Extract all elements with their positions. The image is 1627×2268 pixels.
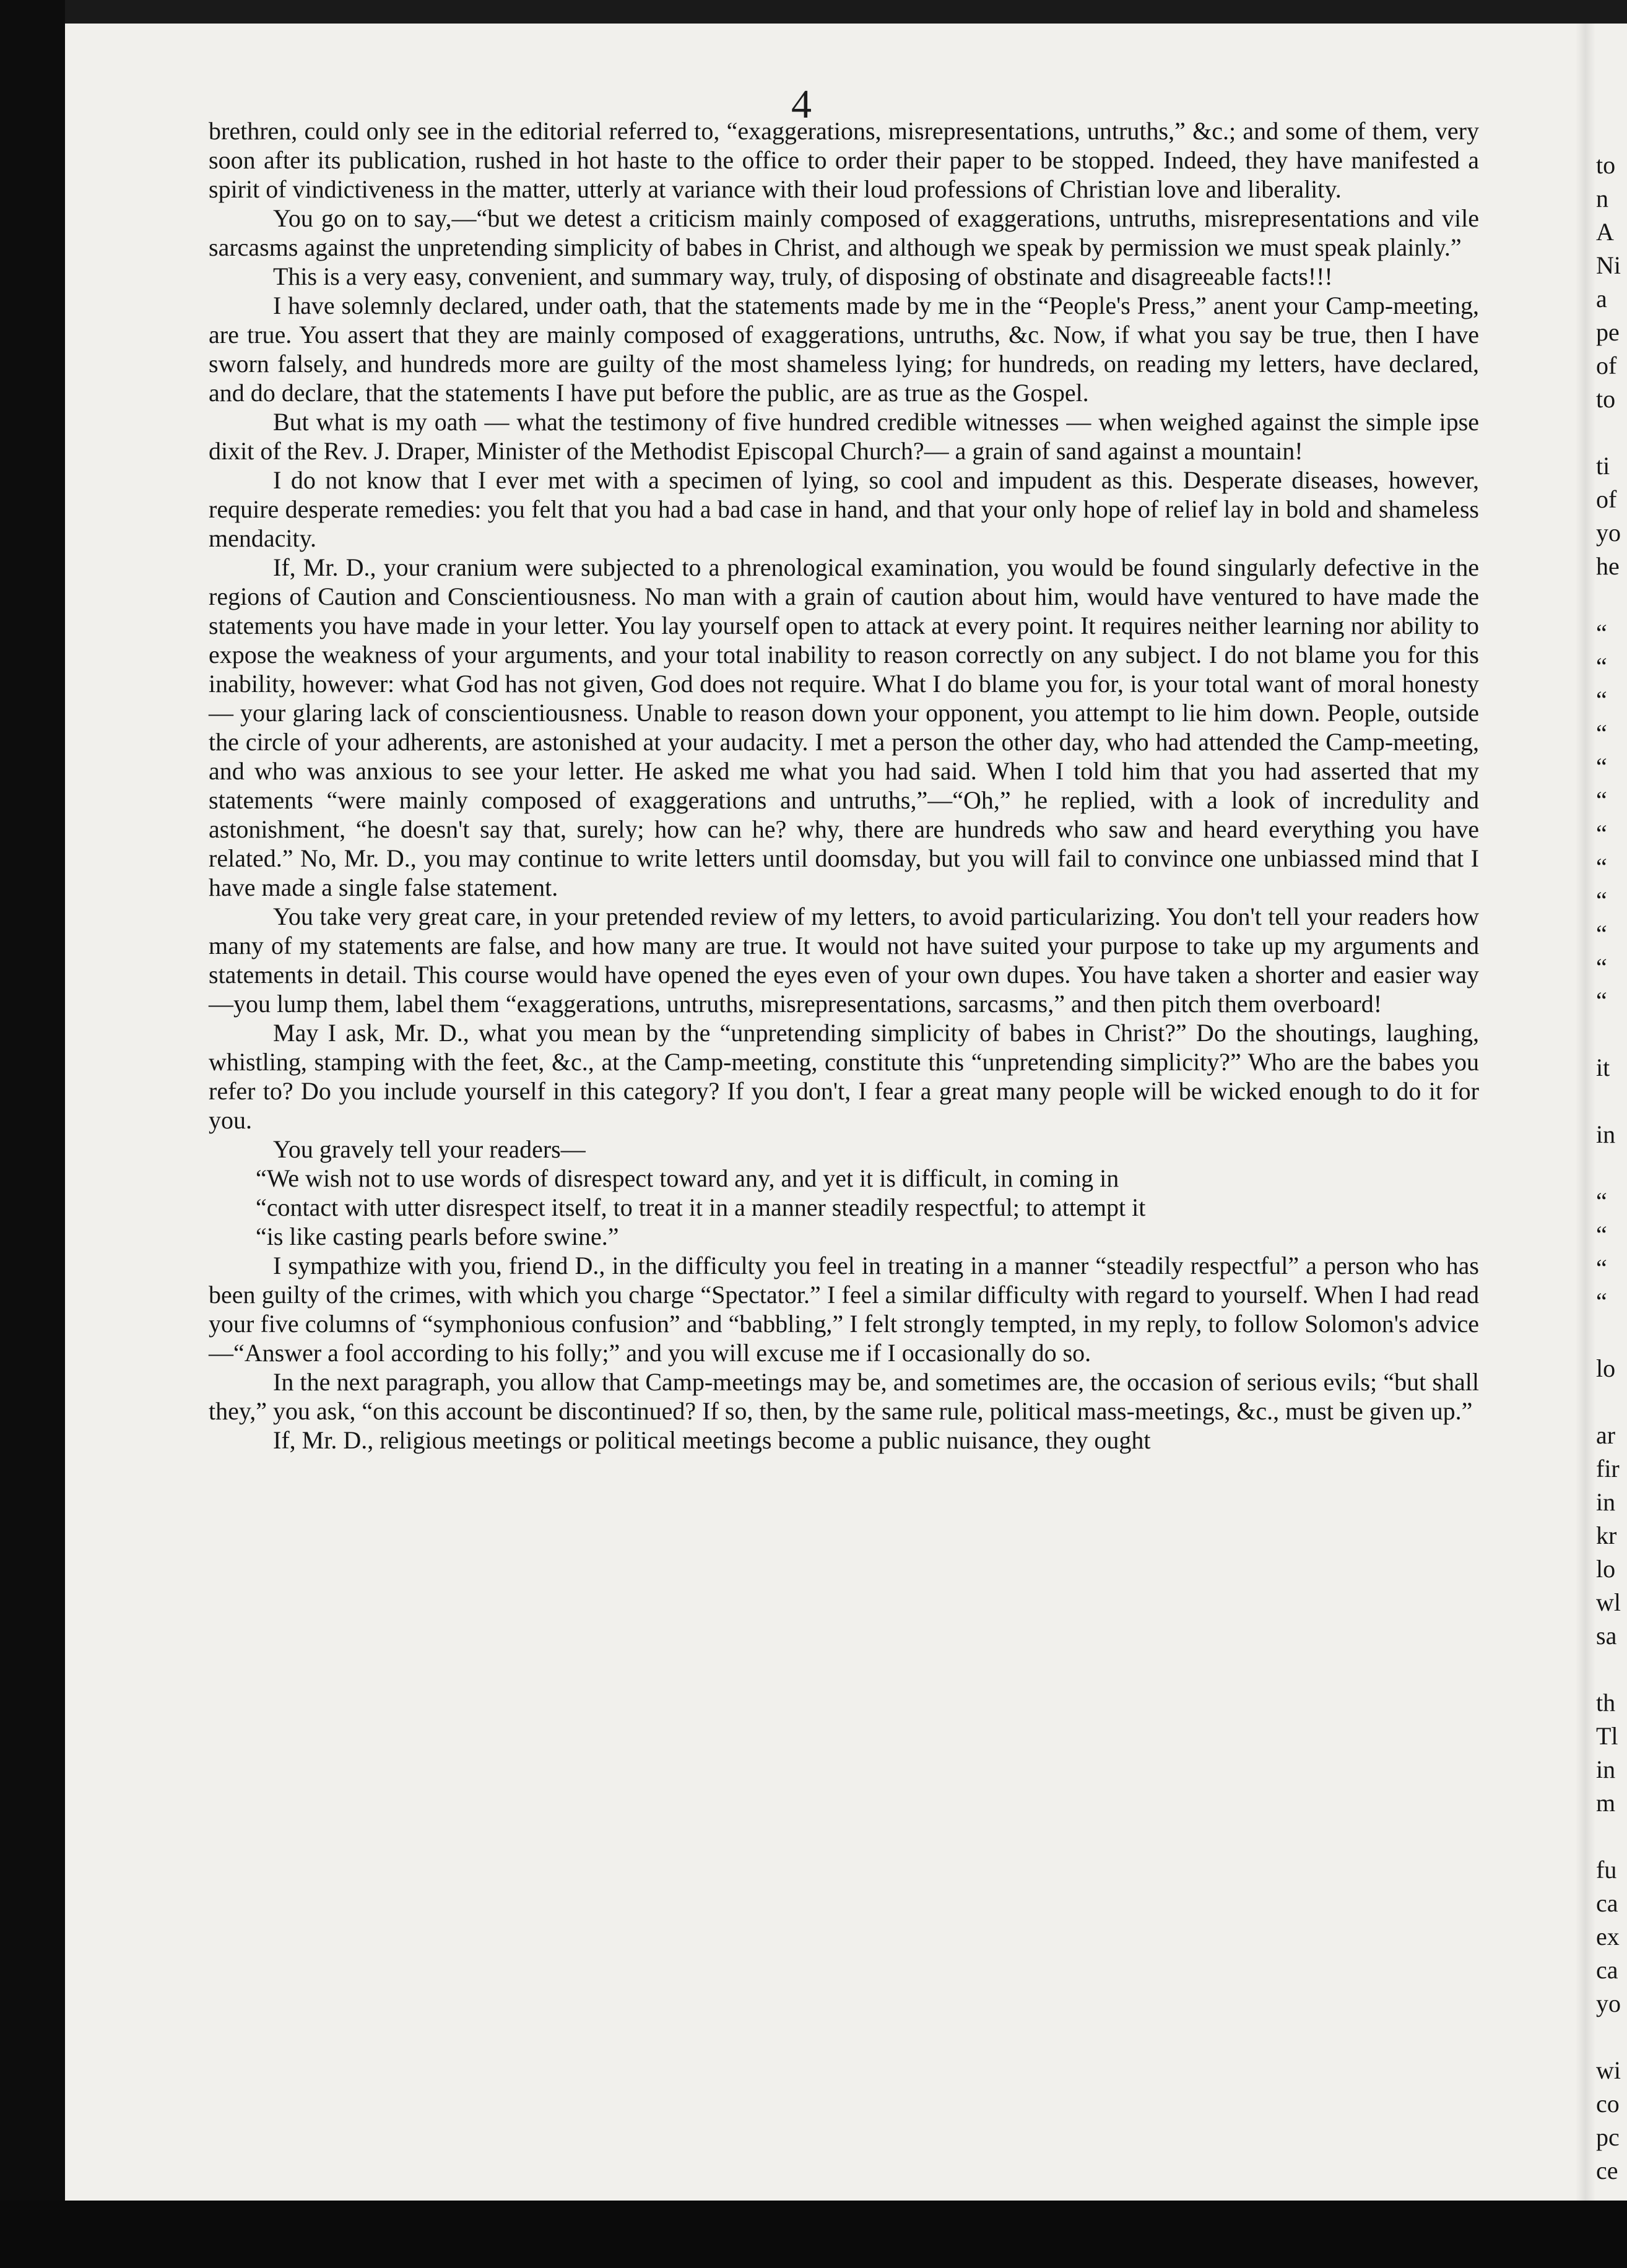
column-fragment: th — [1596, 1689, 1616, 1716]
scan-left-border — [0, 0, 65, 2268]
column-fragment: wi — [1596, 2056, 1621, 2084]
paragraph-13: If, Mr. D., religious meetings or political meetings become a public nuisance, they ought — [273, 1426, 1151, 1454]
column-fragment — [1596, 416, 1627, 449]
page-number: 4 — [791, 82, 812, 127]
newspaper-page — [65, 24, 1627, 2201]
column-fragment: yo — [1596, 519, 1621, 547]
column-fragment: ar — [1596, 1421, 1616, 1449]
paragraph-8: You take very great care, in your pretended review of my letters, to avoid particularizing. You don't tell your readers how many of my statements are false, and how many are true. It would not have suited your purpose to take up my arguments and statements in detail. This course would have opened the eyes even of your own dupes. You have taken a shorter and easier way—you lump them, label them “exaggerations, untruths, misrepresentations, sarcasms,” and then pitch them overboard! — [209, 902, 1479, 1018]
column-fragment: “ — [1596, 886, 1607, 914]
column-fragment: of — [1596, 352, 1617, 379]
paragraph-2: You go on to say,—“but we detest a criticism mainly composed of exaggerations, untruths, misrepresentations and vile sarcasms against the unpretending simplicity of babes in Christ, and although we speak by permission we must speak plainly.” — [209, 204, 1479, 261]
column-fragment: it — [1596, 1054, 1610, 1081]
quote-line: “is like casting pearls before swine.” — [256, 1223, 619, 1250]
column-fragment: ca — [1596, 1889, 1618, 1917]
adjacent-column-fragments — [1596, 149, 1627, 2188]
column-fragment: “ — [1596, 652, 1607, 680]
column-fragment — [1596, 1151, 1627, 1185]
column-fragment: kr — [1596, 1521, 1617, 1549]
paragraph-12: In the next paragraph, you allow that Camp-meetings may be, and sometimes are, the occasion of serious evils; “but shall they,” you ask, “on this account be discontinued? If so, then, by the same rule, political mass-meetings, &c., must be given up.” — [209, 1368, 1479, 1425]
column-fragment: “ — [1596, 1187, 1607, 1215]
column-fragment: pe — [1596, 318, 1620, 346]
column-fragment: “ — [1596, 953, 1607, 981]
paragraph-3: This is a very easy, convenient, and summary way, truly, of disposing of obstinate and disagreeable facts!!! — [273, 262, 1333, 290]
column-fragment: a — [1596, 285, 1607, 313]
paragraph-10: You gravely tell your readers— — [273, 1135, 586, 1163]
column-fragment: in — [1596, 1755, 1616, 1783]
column-fragment: sa — [1596, 1622, 1617, 1650]
paragraph-11: I sympathize with you, friend D., in the difficulty you feel in treating in a manner “steadily respectful” a person who has been guilty of the crimes, with which you charge “Spectator.” I feel a similar difficulty with regard to yourself. When I had read your five columns of “symphonious confusion” and “babbling,” I felt strongly tempted, in my reply, to follow Solomon's advice—“Answer a fool according to his folly;” and you will excuse me if I occasionally do so. — [209, 1252, 1479, 1367]
paragraph-1: brethren, could only see in the editorial referred to, “exaggerations, misrepresentations, untruths,” &c.; and some of them, very soon after its publication, rushed in hot haste to the office to order their paper to be stopped. Indeed, they have manifested a spirit of vindictiveness in the matter, utterly at variance with their loud professions of Christian love and liberality. — [209, 117, 1479, 203]
column-fragment: “ — [1596, 719, 1607, 747]
column-fragment: m — [1596, 1789, 1616, 1817]
column-fragment: “ — [1596, 753, 1607, 781]
column-fragment: in — [1596, 1120, 1616, 1148]
column-fragment: A — [1596, 218, 1614, 246]
column-fragment — [1596, 583, 1627, 617]
column-fragment — [1596, 1820, 1627, 1853]
column-fragment: fir — [1596, 1455, 1620, 1482]
column-fragment: pc — [1596, 2123, 1620, 2151]
column-fragment: lo — [1596, 1555, 1616, 1583]
paragraph-6: I do not know that I ever met with a specimen of lying, so cool and impudent as this. Desperate diseases, however, require desperate remedies: you felt that you had a bad case in hand, and that your only hope of relief lay in bold and shameless mendacity. — [209, 466, 1479, 552]
column-fragment: “ — [1596, 1288, 1607, 1315]
column-fragment: yo — [1596, 1989, 1621, 2017]
column-fragment — [1596, 1653, 1627, 1686]
paragraph-7: If, Mr. D., your cranium were subjected to a phrenological examination, you would be found singularly defective in the regions of Caution and Conscientiousness. No man with a grain of caution about him, would have ventured to have made the statements you have made in your letter. You lay yourself open to attack at every point. It requires neither learning nor ability to expose the weakness of your arguments, and your total inability to reason correctly on any subject. I do not blame you for this inability, however: what God has not given, God does not require. What I do blame you for, is your total want of moral honesty— your glaring lack of conscientiousness. Unable to reason down your opponent, you attempt to lie him down. People, outside the circle of your adherents, are astonished at your audacity. I met a person the other day, who had attended the Camp-meeting, and who was anxious to see your letter. He asked me what you had said. When I told him that you had asserted that my statements “were mainly composed of exaggerations and untruths,”—“Oh,” he replied, with a look of incredulity and astonishment, “he doesn't say that, surely; how can he? why, there are hundreds who saw and heard everything you have related.” No, Mr. D., you may continue to write letters until doomsday, but you will fail to convince one unbiassed mind that I have made a single false statement. — [209, 553, 1479, 901]
column-fragment: Tl — [1596, 1722, 1618, 1750]
scan-bottom-border — [0, 2201, 1627, 2268]
paragraph-4: I have solemnly declared, under oath, that the statements made by me in the “People's Press,” anent your Camp-meeting, are true. You assert that they are mainly composed of exaggerations, untruths, &c. Now, if what you say be true, then I have sworn falsely, and hundreds more are guilty of the most shameless lying; for hundreds, on reading my letters, have declared, and do declare, that the statements I have put before the public, are as true as the Gospel. — [209, 292, 1479, 407]
column-fragment: “ — [1596, 1254, 1607, 1282]
column-fragment: ce — [1596, 2157, 1618, 2184]
column-fragment: to — [1596, 385, 1616, 413]
quote-line: “We wish not to use words of disrespect toward any, and yet it is difficult, in coming in — [256, 1164, 1119, 1192]
paragraph-5: But what is my oath — what the testimony of five hundred credible witnesses — when weighed against the simple ipse dixit of the Rev. J. Draper, Minister of the Methodist Episcopal Church?— a grain of sand against a mountain! — [209, 408, 1479, 465]
column-fragment: ca — [1596, 1956, 1618, 1984]
column-fragment — [1596, 2020, 1627, 2054]
column-fragment: “ — [1596, 853, 1607, 881]
column-fragment: n — [1596, 184, 1608, 212]
main-text-column — [209, 116, 1479, 1455]
column-fragment: ex — [1596, 1923, 1620, 1950]
column-fragment: of — [1596, 485, 1617, 513]
column-fragment: lo — [1596, 1354, 1616, 1382]
column-fragment: “ — [1596, 686, 1607, 714]
column-fold-shadow — [1576, 24, 1595, 2201]
column-fragment: Ni — [1596, 251, 1621, 279]
column-fragment: “ — [1596, 619, 1607, 647]
column-fragment — [1596, 1385, 1627, 1419]
column-fragment: he — [1596, 552, 1620, 580]
column-fragment: “ — [1596, 920, 1607, 948]
column-fragment: ti — [1596, 452, 1610, 480]
column-fragment — [1596, 1018, 1627, 1051]
column-fragment: “ — [1596, 987, 1607, 1015]
column-fragment: to — [1596, 151, 1616, 179]
column-fragment: “ — [1596, 820, 1607, 847]
paragraph-9: May I ask, Mr. D., what you mean by the “unpretending simplicity of babes in Christ?” Do the shoutings, laughing, whistling, stamping with the feet, &c., at the Camp-meeting, constitute this “unpretending simplicity?” Who are the babes you refer to? Do you include yourself in this category? If you don't, I fear a great many people will be wicked enough to do it for you. — [209, 1019, 1479, 1134]
column-fragment: in — [1596, 1488, 1616, 1516]
column-fragment: co — [1596, 2090, 1620, 2118]
column-fragment: wl — [1596, 1588, 1621, 1616]
column-fragment — [1596, 1318, 1627, 1352]
block-quote — [209, 1164, 1479, 1251]
column-fragment: “ — [1596, 786, 1607, 814]
column-fragment: fu — [1596, 1856, 1617, 1884]
column-fragment — [1596, 1084, 1627, 1118]
quote-line: “contact with utter disrespect itself, to treat it in a manner steadily respectful; to attempt it — [256, 1193, 1146, 1221]
column-fragment: “ — [1596, 1221, 1607, 1249]
